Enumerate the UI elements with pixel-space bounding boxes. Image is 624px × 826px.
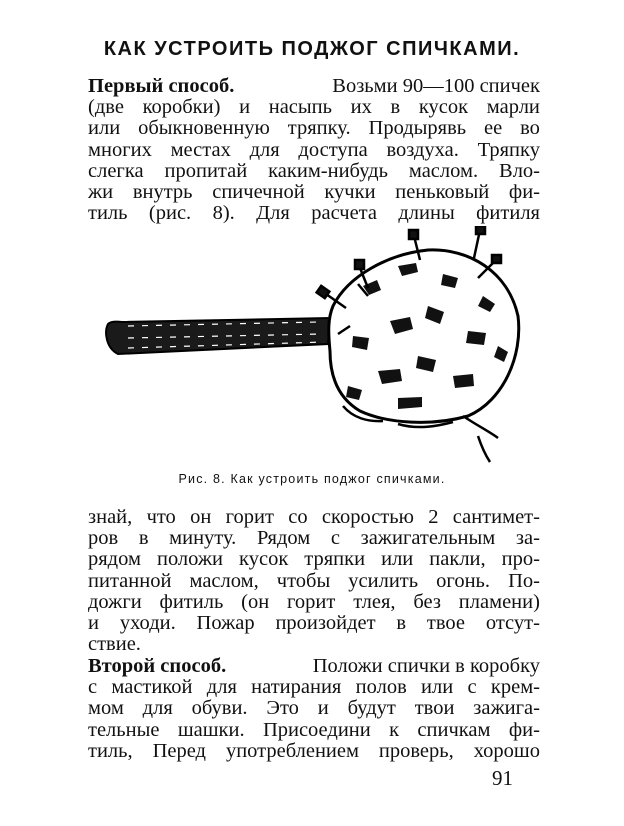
word: местах <box>170 138 231 161</box>
word: Продырявь <box>368 117 467 140</box>
word: горит <box>287 590 336 613</box>
word: жи <box>88 180 114 203</box>
word: обыкновенную <box>138 117 270 140</box>
word: и <box>239 96 251 119</box>
word: фитиль <box>159 590 224 613</box>
word: их <box>350 96 372 119</box>
word: питанной <box>88 569 172 592</box>
word: произойдет <box>275 611 376 634</box>
word: внутрь <box>132 180 193 203</box>
word: горит <box>225 506 274 528</box>
text-line <box>88 677 540 698</box>
word: огонь. <box>436 569 491 592</box>
word: отсут- <box>485 611 540 634</box>
text-line-part: Положи спички в коробку <box>312 655 540 677</box>
fuse-wick <box>106 318 330 354</box>
word: и <box>88 611 99 634</box>
word: проверь, <box>378 739 454 762</box>
word: 8). <box>212 202 235 225</box>
text-line <box>88 140 540 161</box>
word: твои <box>414 697 455 720</box>
word: фи- <box>508 718 540 741</box>
word: фи- <box>508 180 540 203</box>
text-line <box>88 507 540 528</box>
word: полов <box>355 676 407 699</box>
word: он <box>190 506 212 528</box>
word: к <box>389 718 400 741</box>
word: в <box>138 527 149 550</box>
text-line <box>88 118 540 139</box>
word: Пожар <box>196 611 255 634</box>
word: ров <box>88 527 119 550</box>
word: тлея, <box>353 590 396 613</box>
word: воздуха. <box>386 138 459 161</box>
match-bundle-with-fuse-illustration <box>98 226 528 470</box>
word: тиль <box>88 202 128 225</box>
word: маслом. <box>408 159 479 182</box>
word: рядом <box>88 548 141 571</box>
word: Рядом <box>256 527 311 550</box>
word: тиль, <box>88 739 133 762</box>
word: спичкам <box>417 718 491 741</box>
word: чтобы <box>276 569 331 592</box>
text-line <box>88 741 540 762</box>
word: для <box>142 697 173 720</box>
word: фитиля <box>476 202 540 225</box>
paragraph-first-method <box>88 76 540 224</box>
word: марли <box>486 96 540 119</box>
word: для <box>249 138 280 161</box>
word: коробки) <box>142 96 221 119</box>
word: Вло- <box>499 159 540 182</box>
word: По- <box>508 569 540 592</box>
word: (две <box>88 96 124 119</box>
text-line <box>88 203 540 224</box>
text-line <box>88 592 540 613</box>
word: Это <box>266 697 299 720</box>
word: употреблением <box>225 739 359 762</box>
word: пеньковый <box>395 180 490 203</box>
word: Тряпку <box>477 138 540 161</box>
word: зажига- <box>473 697 540 720</box>
word: что <box>146 506 176 528</box>
word: кусок <box>418 96 469 119</box>
word: Для <box>256 202 290 225</box>
paragraph-second-method <box>88 656 540 762</box>
word: тельные <box>88 718 160 741</box>
word: про- <box>501 548 540 571</box>
text-line <box>88 656 540 677</box>
word: спичечной <box>212 180 305 203</box>
text-line <box>88 182 540 203</box>
text-line <box>88 571 540 592</box>
word: с <box>88 676 98 699</box>
first-method-heading: Первый способ. <box>88 75 235 97</box>
paragraph-continuation <box>88 507 540 655</box>
text-line <box>88 549 540 570</box>
text-line <box>88 698 540 719</box>
word: маслом, <box>189 569 259 592</box>
second-method-heading: Второй способ. <box>88 655 227 677</box>
word: или <box>88 117 121 140</box>
word: насыпь <box>268 96 332 119</box>
word: пакли, <box>429 548 486 571</box>
word: или <box>381 548 414 571</box>
word: зажигательным <box>360 527 496 550</box>
page-title: КАК УСТРОИТЬ ПОДЖОГ СПИЧКАМИ. <box>103 38 521 60</box>
word: без <box>413 590 441 613</box>
word: пропитай <box>164 159 248 182</box>
word: длины <box>398 202 455 225</box>
word: мом <box>88 697 124 720</box>
word: слегка <box>88 159 144 182</box>
text-line <box>88 528 540 549</box>
word: тряпку. <box>287 117 351 140</box>
figure-8 <box>98 226 528 470</box>
word: со <box>288 506 308 528</box>
word: пламени) <box>458 590 540 613</box>
word: сантимет- <box>452 506 540 528</box>
word: в <box>396 611 407 634</box>
word: крем- <box>490 676 540 699</box>
figure-caption: Рис. 8. Как устроить поджог спичками. <box>178 472 446 486</box>
word: мастикой <box>111 676 193 699</box>
word: для <box>206 676 237 699</box>
word: (он <box>241 590 270 613</box>
word: минуту. <box>169 527 237 550</box>
word: расчета <box>311 202 377 225</box>
word: знай, <box>88 506 133 528</box>
word: натирания <box>251 676 342 699</box>
match-stick <box>474 226 485 258</box>
word: и <box>317 697 329 720</box>
word: доступа <box>298 138 368 161</box>
word: будут <box>347 697 396 720</box>
word: Присоедини <box>262 718 371 741</box>
text-line-part: Возьми 90—100 спичек <box>332 75 540 97</box>
word: кусок <box>239 548 289 571</box>
word: обуви. <box>191 697 248 720</box>
word: усилить <box>348 569 419 592</box>
text-line <box>88 76 540 97</box>
word: с <box>330 527 340 550</box>
word: в <box>390 96 401 119</box>
word: 2 <box>428 506 439 528</box>
word: ее <box>484 117 503 140</box>
word: во <box>520 117 540 140</box>
text-line <box>88 97 540 118</box>
word: уходи. <box>119 611 176 634</box>
word: дожги <box>88 590 142 613</box>
word: шашки. <box>177 718 245 741</box>
word: каким-нибудь <box>268 159 388 182</box>
text-line <box>88 161 540 182</box>
word: тряпки <box>304 548 366 571</box>
word: скоростью <box>321 506 414 528</box>
word: или <box>421 676 454 699</box>
word: хорошо <box>473 739 540 762</box>
text-line <box>88 720 540 741</box>
text-line <box>88 613 540 634</box>
word: многих <box>88 138 152 161</box>
word: с <box>467 676 477 699</box>
word: положи <box>156 548 224 571</box>
word: Перед <box>152 739 206 762</box>
text-line: ствие. <box>88 633 141 656</box>
word: твое <box>426 611 466 634</box>
word: кучки <box>324 180 376 203</box>
word: (рис. <box>148 202 192 225</box>
page-number: 91 <box>492 766 513 790</box>
word: за- <box>515 527 540 550</box>
